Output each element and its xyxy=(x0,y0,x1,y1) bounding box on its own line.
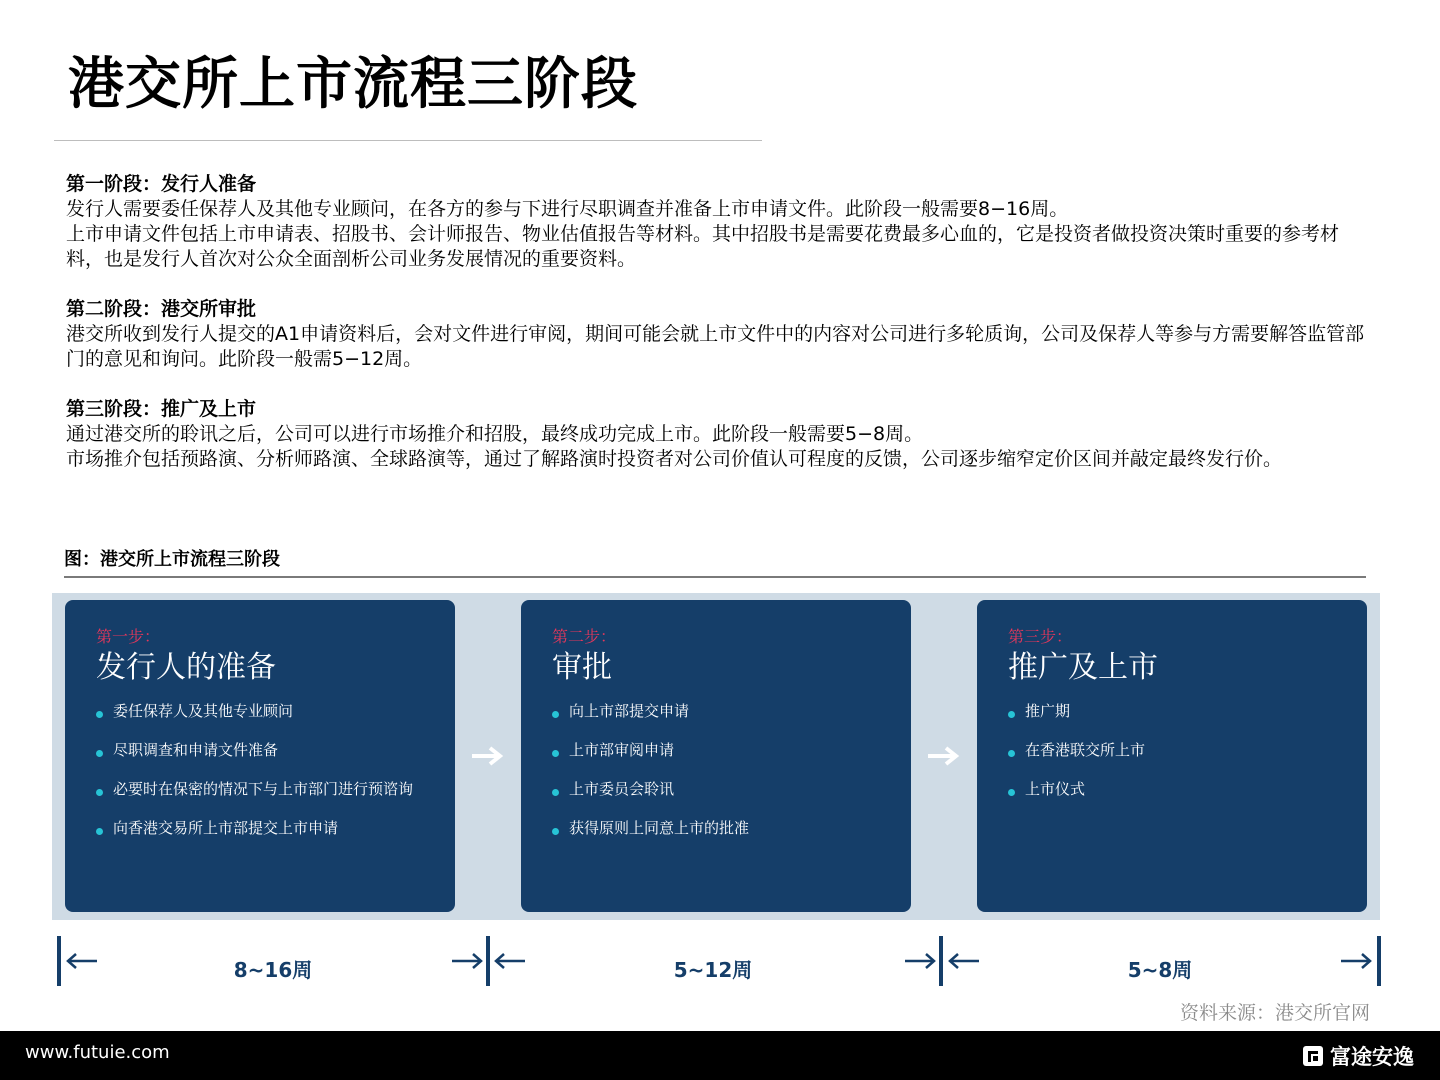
step-label: 第一步： xyxy=(96,627,161,646)
bullet-dot-icon xyxy=(96,789,103,796)
step-card-2 xyxy=(521,600,911,912)
body-text xyxy=(66,172,1366,497)
list-item-text: 上市部审阅申请 xyxy=(569,741,675,759)
footer-url[interactable]: www.futuie.com xyxy=(25,1042,170,1063)
bullet-dot-icon xyxy=(552,711,559,718)
step-title: 发行人的准备 xyxy=(96,650,276,685)
section-heading: 第一阶段：发行人准备 xyxy=(66,173,257,195)
list-item xyxy=(552,819,891,838)
section-stage-1 xyxy=(66,172,1366,272)
list-item-text: 获得原则上同意上市的批准 xyxy=(569,819,750,837)
list-item-text: 在香港联交所上市 xyxy=(1025,741,1146,759)
section-stage-3 xyxy=(66,397,1366,472)
bullet-dot-icon xyxy=(96,711,103,718)
figure-divider xyxy=(64,576,1366,578)
bullet-dot-icon xyxy=(1008,711,1015,718)
step-title: 推广及上市 xyxy=(1008,650,1158,685)
figure-caption: 图：港交所上市流程三阶段 xyxy=(64,549,280,570)
step-card-1 xyxy=(65,600,455,912)
arrow-left-icon xyxy=(493,952,527,970)
duration-timeline xyxy=(0,930,1440,992)
timeline-tick xyxy=(939,936,943,986)
timeline-tick xyxy=(486,936,490,986)
title-divider xyxy=(54,140,762,141)
duration-label: 8~16周 xyxy=(233,958,313,982)
section-heading: 第三阶段：推广及上市 xyxy=(66,398,257,420)
futu-logo-icon xyxy=(1302,1045,1324,1067)
timeline-tick xyxy=(57,936,61,986)
duration-label: 5~12周 xyxy=(673,958,753,982)
list-item xyxy=(96,780,435,799)
bullet-dot-icon xyxy=(552,789,559,796)
step-label: 第三步： xyxy=(1008,627,1073,646)
bullet-dot-icon xyxy=(1008,750,1015,757)
step-items xyxy=(96,702,435,838)
section-paragraph: 通过港交所的聆讯之后，公司可以进行市场推介和招股，最终成功完成上市。此阶段一般需要5−8周。 xyxy=(66,423,924,445)
duration-label: 5~8周 xyxy=(1127,958,1193,982)
step-card-3 xyxy=(977,600,1367,912)
list-item-text: 委任保荐人及其他专业顾问 xyxy=(113,702,294,720)
bullet-dot-icon xyxy=(552,750,559,757)
brand-name: 富途安逸 xyxy=(1330,1045,1414,1069)
arrow-right-icon xyxy=(450,952,484,970)
section-paragraph: 上市申请文件包括上市申请表、招股书、会计师报告、物业估值报告等材料。其中招股书是需要花费最多心血的，它是投资者做投资决策时重要的参考材料，也是发行人首次对公众全面剖析公司业务发展情况的重要资料。 xyxy=(66,223,1340,270)
list-item xyxy=(96,819,435,838)
list-item xyxy=(552,741,891,760)
list-item xyxy=(96,702,435,721)
list-item-text: 尽职调查和申请文件准备 xyxy=(113,741,279,759)
list-item xyxy=(1008,741,1347,760)
list-item xyxy=(96,741,435,760)
list-item xyxy=(1008,780,1347,799)
list-item-text: 向香港交易所上市部提交上市申请 xyxy=(113,819,339,837)
section-paragraph: 发行人需要委任保荐人及其他专业顾问，在各方的参与下进行尽职调查并准备上市申请文件。此阶段一般需要8−16周。 xyxy=(66,198,1069,220)
arrow-left-icon xyxy=(947,952,981,970)
list-item-text: 推广期 xyxy=(1025,702,1071,720)
list-item xyxy=(552,702,891,721)
timeline-tick xyxy=(1377,936,1381,986)
arrow-right-icon xyxy=(903,952,937,970)
list-item xyxy=(552,780,891,799)
arrow-left-icon xyxy=(65,952,99,970)
step-items xyxy=(552,702,891,838)
step-label: 第二步： xyxy=(552,627,617,646)
section-stage-2 xyxy=(66,297,1366,372)
section-heading: 第二阶段：港交所审批 xyxy=(66,298,257,320)
section-paragraph: 港交所收到发行人提交的A1申请资料后，会对文件进行审阅，期间可能会就上市文件中的内容对公司进行多轮质询，公司及保荐人等参与方需要解答监管部门的意见和询问。此阶段一般需5−12周。 xyxy=(66,323,1365,370)
list-item-text: 上市仪式 xyxy=(1025,780,1086,798)
list-item-text: 上市委员会聆讯 xyxy=(569,780,675,798)
bullet-dot-icon xyxy=(1008,789,1015,796)
step-title: 审批 xyxy=(552,650,612,685)
bullet-dot-icon xyxy=(96,750,103,757)
source-note: 资料来源：港交所官网 xyxy=(1179,1002,1370,1024)
page-title: 港交所上市流程三阶段 xyxy=(68,52,638,117)
footer-bar xyxy=(0,1031,1440,1080)
arrow-right-icon xyxy=(1339,952,1373,970)
bullet-dot-icon xyxy=(96,828,103,835)
arrow-right-icon xyxy=(926,745,962,767)
list-item xyxy=(1008,702,1347,721)
footer-brand xyxy=(1302,1041,1414,1071)
list-item-text: 向上市部提交申请 xyxy=(569,702,690,720)
bullet-dot-icon xyxy=(552,828,559,835)
section-paragraph: 市场推介包括预路演、分析师路演、全球路演等，通过了解路演时投资者对公司价值认可程度的反馈，公司逐步缩窄定价区间并敲定最终发行价。 xyxy=(66,448,1283,470)
arrow-right-icon xyxy=(470,745,506,767)
step-items xyxy=(1008,702,1347,799)
list-item-text: 必要时在保密的情况下与上市部门进行预谘询 xyxy=(113,780,414,798)
